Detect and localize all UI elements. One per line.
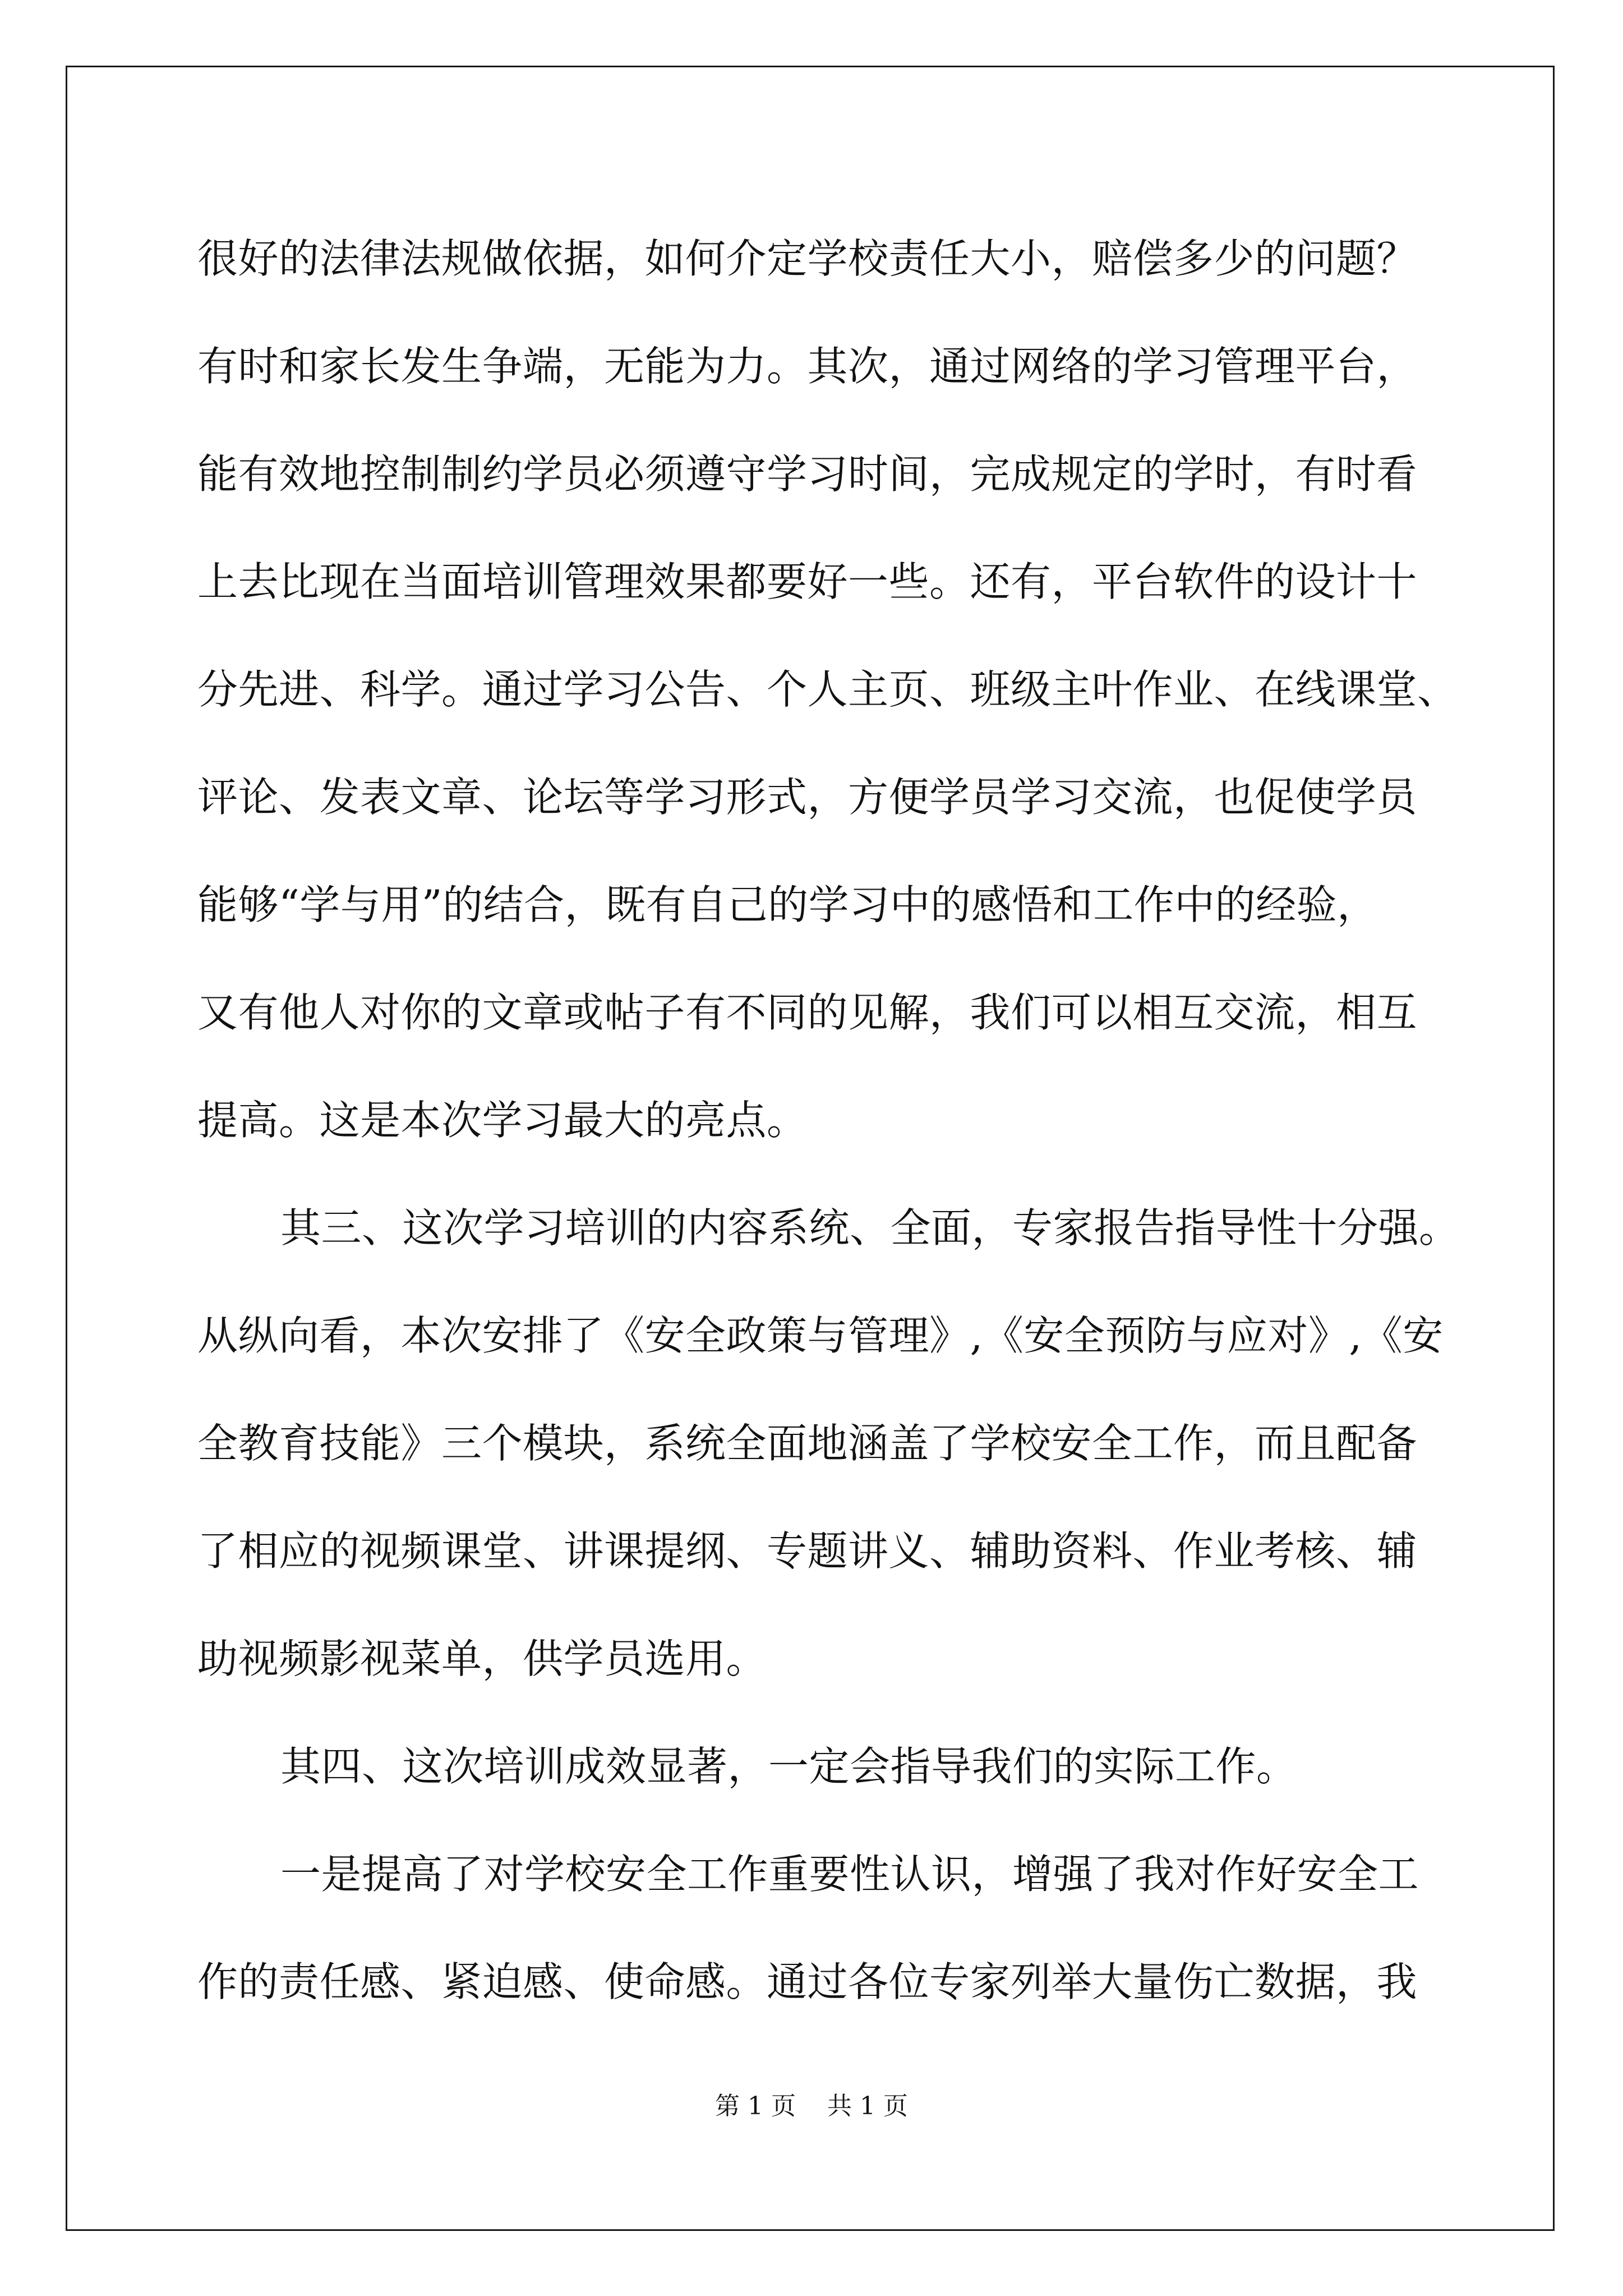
text-line: 了相应的视频课堂、讲课提纲、专题讲义、辅助资料、作业考核、辅 xyxy=(197,1527,1418,1575)
text-line: 能够“学与用”的结合，既有自己的学习中的感悟和工作中的经验， xyxy=(197,881,1378,928)
text-line: 提高。这是本次学习最大的亮点。 xyxy=(197,1097,808,1144)
text-line: 很好的法律法规做依据，如何介定学校责任大小，赔偿多少的问题？ xyxy=(197,235,1418,282)
text-line: 上去比现在当面培训管理效果都要好一些。还有，平台软件的设计十 xyxy=(197,558,1418,605)
text-line: 助视频影视菜单，供学员选用。 xyxy=(197,1635,767,1682)
document-body xyxy=(197,205,1460,2036)
text-line: 又有他人对你的文章或帖子有不同的见解，我们可以相互交流，相互 xyxy=(197,989,1418,1036)
paragraph-start-line: 其四、这次培训成效显著，一定会指导我们的实际工作。 xyxy=(280,1743,1297,1790)
text-line: 能有效地控制制约学员必须遵守学习时间，完成规定的学时，有时看 xyxy=(197,450,1418,498)
text-line: 作的责任感、紧迫感、使命感。通过各位专家列举大量伤亡数据，我 xyxy=(197,1958,1418,2005)
page-number-footer: 第 1 页 共 1 页 xyxy=(715,2092,908,2120)
text-line: 分先进、科学。通过学习公告、个人主页、班级主叶作业、在线课堂、 xyxy=(197,666,1458,713)
text-line: 从纵向看，本次安排了《安全政策与管理》,《安全预防与应对》,《安 xyxy=(197,1312,1444,1359)
text-line: 有时和家长发生争端，无能为力。其次，通过网络的学习管理平台， xyxy=(197,343,1418,390)
paragraph-start-line: 一是提高了对学校安全工作重要性认识，增强了我对作好安全工 xyxy=(280,1851,1419,1898)
text-line: 评论、发表文章、论坛等学习形式，方便学员学习交流，也促使学员 xyxy=(197,774,1418,821)
paragraph-start-line: 其三、这次学习培训的内容系统、全面，专家报告指导性十分强。 xyxy=(280,1204,1460,1251)
text-line: 全教育技能》三个模块，系统全面地涵盖了学校安全工作，而且配备 xyxy=(197,1420,1418,1467)
